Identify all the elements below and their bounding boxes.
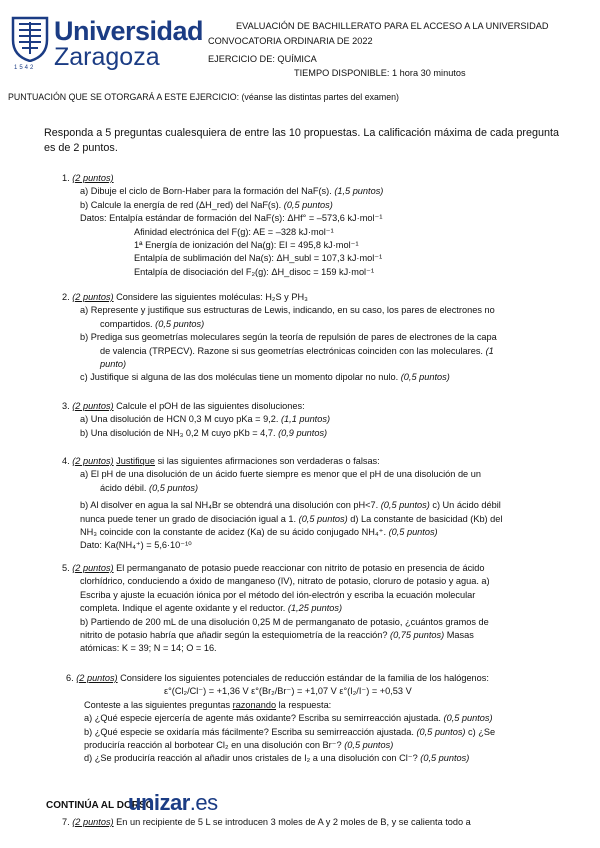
crest-icon xyxy=(10,14,50,62)
data-line: Afinidad electrónica del F(g): AE = –328 kJ·mol⁻¹ xyxy=(134,226,334,237)
data-line: Entalpía de disociación del F₂(g): ΔH_disoc = 159 kJ·mol⁻¹ xyxy=(134,266,375,277)
time-available: TIEMPO DISPONIBLE: 1 hora 30 minutos xyxy=(294,68,466,78)
part-b: b) Partiendo de 200 mL de una disolución 0,25 M de permanganato de potasio, ¿cuántos gramos de xyxy=(80,616,489,627)
part-d: d) La constante de basicidad (Kb) del xyxy=(350,513,503,524)
part-b: b) Una disolución de NH₃ 0,2 M cuyo pKb = 4,7. xyxy=(80,427,276,438)
question-4 xyxy=(62,455,562,553)
part-b-points: (1 xyxy=(485,345,494,356)
part-b: b) Prediga sus geometrías moleculares según la teoría de repulsión de pares de electrones de la capa xyxy=(80,332,497,343)
question-points: (2 puntos) xyxy=(72,173,114,183)
question-text: Escriba y ajuste la ecuación iónica por el método del ión-electrón y escriba la ecuación molecular xyxy=(80,589,476,600)
part-c-points: (0,5 puntos) xyxy=(344,740,394,751)
part-c-cont: produciría reacción al borbotear Cl₂ en una disolución con Br⁻? xyxy=(84,740,342,751)
question-1 xyxy=(62,172,562,279)
brand-tld: .es xyxy=(189,790,218,815)
part-a-points: (0,5 puntos) xyxy=(149,482,199,493)
subject: EJERCICIO DE: QUÍMICA xyxy=(208,54,317,64)
question-stem: si las siguientes afirmaciones son verdaderas o falsas: xyxy=(157,456,380,466)
part-a-points: (0,5 puntos) xyxy=(155,318,205,329)
part-c: c) Justifique si alguna de las dos moléculas tiene un momento dipolar no nulo. xyxy=(80,372,399,383)
part-a: a) Una disolución de HCN 0,3 M cuyo pKa = 9,2. xyxy=(80,414,279,425)
part-c: c) ¿Se xyxy=(468,726,496,737)
question-number: 2. xyxy=(62,292,70,302)
question-number: 7. xyxy=(62,817,70,827)
question-points: (2 puntos) xyxy=(76,673,118,683)
part-a-points: (1,1 puntos) xyxy=(280,414,330,425)
part-a-points: (1,25 puntos) xyxy=(287,603,343,614)
part-a: a) Dibuje el ciclo de Born-Haber para la formación del NaF(s). xyxy=(80,186,332,197)
part-a: a) Represente y justifique sus estructuras de Lewis, indicando, en su caso, los pares de electrones no xyxy=(80,305,495,316)
question-number: 5. xyxy=(62,563,70,573)
question-points: (2 puntos) xyxy=(72,817,114,827)
question-number: 6. xyxy=(66,673,74,683)
continue-note: CONTINÚA AL DORSO xyxy=(46,800,154,811)
question-text: completa. Indique el agente oxidante y el reductor. xyxy=(80,603,286,614)
question-text: En un recipiente de 5 L se introducen 3 moles de A y 2 moles de B, y se calienta todo a xyxy=(116,817,471,827)
part-b-points: (0,5 puntos) xyxy=(283,199,333,210)
data-line: Dato: Ka(NH₄⁺) = 5,6·10⁻¹⁰ xyxy=(80,540,192,551)
potentials: ε°(Cl₂/Cl⁻) = +1,36 V ε°(Br₂/Br⁻) = +1,07 V ε°(I₂/I⁻) = +0,53 V xyxy=(164,686,412,697)
data-line: 1ª Energía de ionización del Na(g): EI = 495,8 kJ·mol⁻¹ xyxy=(134,240,359,251)
instruction-end: la respuesta: xyxy=(278,699,332,710)
data-label: Masas xyxy=(446,630,474,641)
part-d-points: (0,5 puntos) xyxy=(420,753,470,764)
convocatoria: CONVOCATORIA ORDINARIA DE 2022 xyxy=(208,36,373,46)
part-a-points: (1,5 puntos) xyxy=(334,186,384,197)
part-b-points: (0,5 puntos) xyxy=(416,726,466,737)
question-text: El permanganato de potasio puede reaccionar con nitrito de potasio en presencia de ácido xyxy=(116,563,485,573)
question-2 xyxy=(62,291,562,385)
brand-main: unizar xyxy=(128,790,190,815)
question-stem: Considere las siguientes moléculas: H₂S y PH₃ xyxy=(116,292,308,302)
part-a: a) El pH de una disolución de un ácido fuerte siempre es menor que el pH de una disolución de un xyxy=(80,469,481,480)
part-d-cont: NH₃ coincide con la constante de acidez (Ka) de su ácido conjugado NH₄⁺. xyxy=(80,527,387,538)
question-stem: Considere los siguientes potenciales de reducción estándar de la familia de los halógenos: xyxy=(120,673,489,683)
part-b: b) Calcule la energía de red (ΔH_red) del NaF(s). xyxy=(80,199,282,210)
part-d: d) ¿Se produciría reacción al añadir unos cristales de I₂ a una disolución con Cl⁻? xyxy=(84,753,418,764)
part-c-points: (0,5 puntos) xyxy=(400,372,450,383)
part-b-points: (0,75 puntos) xyxy=(390,630,445,641)
question-points: (2 puntos) xyxy=(72,292,114,302)
unizar-logo xyxy=(128,790,218,816)
data-line: Entalpía de sublimación del Na(s): ΔH_subl = 107,3 kJ·mol⁻¹ xyxy=(134,253,383,264)
question-points: (2 puntos) xyxy=(72,401,114,411)
part-b-cont: nitrito de potasio habría que añadir según la estequiometría de la reacción? xyxy=(80,630,388,641)
data-line: atómicas: K = 39; N = 14; O = 16. xyxy=(80,643,217,654)
question-number: 4. xyxy=(62,456,70,466)
part-b: b) Al disolver en agua la sal NH₄Br se obtendrá una disolución con pH<7. xyxy=(80,500,379,511)
question-points: (2 puntos) xyxy=(72,456,114,466)
question-stem: Calcule el pOH de las siguientes disoluciones: xyxy=(116,401,305,411)
university-logo xyxy=(10,14,215,82)
part-c-cont: nunca puede tener un grado de disociación igual a 1. xyxy=(80,513,297,524)
justify-word: Justifique xyxy=(116,456,155,466)
part-c-points: (0,5 puntos) xyxy=(298,513,348,524)
part-d-points: (0,5 puntos) xyxy=(388,527,438,538)
exam-title: EVALUACIÓN DE BACHILLERATO PARA EL ACCESO A LA UNIVERSIDAD xyxy=(236,21,549,31)
part-a-points: (0,5 puntos) xyxy=(443,713,493,724)
question-5 xyxy=(62,562,562,656)
question-points: (2 puntos) xyxy=(72,563,114,573)
part-a-cont: compartidos. xyxy=(100,318,153,329)
instruction: Conteste a las siguientes preguntas xyxy=(84,699,231,710)
university-name: Universidad xyxy=(54,16,204,46)
question-number: 1. xyxy=(62,173,70,183)
part-b-points: (0,5 puntos) xyxy=(380,500,430,511)
part-a: a) ¿Qué especie ejercería de agente más oxidante? Escriba su semirreacción ajustada. xyxy=(84,713,441,724)
instructions: Responda a 5 preguntas cualesquiera de entre las 10 propuestas. La calificación máxima de cada pregunta es de 2 puntos. xyxy=(44,127,559,154)
question-number: 3. xyxy=(62,401,70,411)
reasoning-word: razonando xyxy=(232,699,277,710)
part-a-cont: ácido débil. xyxy=(100,482,147,493)
part-b-cont: de valencia (TRPECV). Razone si sus geometrías electrónicas coinciden con las moleculares. xyxy=(100,345,483,356)
scoring-note: PUNTUACIÓN QUE SE OTORGARÁ A ESTE EJERCICIO: (véanse las distintas partes del examen) xyxy=(8,92,399,102)
part-b-points-cont: punto) xyxy=(100,359,127,370)
question-3 xyxy=(62,400,562,440)
university-city: Zaragoza xyxy=(54,43,160,71)
question-text: clorhídrico, conduciendo a óxido de manganeso (IV), nitrato de potasio, cloruro de potasio y agua. a) xyxy=(80,576,490,587)
part-b: b) ¿Qué especie se oxidaría más fácilmente? Escriba su semirreacción ajustada. xyxy=(84,726,414,737)
question-7 xyxy=(62,816,471,829)
question-6 xyxy=(66,672,566,766)
founded-year: 1542 xyxy=(14,65,36,71)
data-line: Datos: Entalpía estándar de formación del NaF(s): ΔHf° = –573,6 kJ·mol⁻¹ xyxy=(80,213,383,224)
part-b-points: (0,9 puntos) xyxy=(278,427,328,438)
part-c: c) Un ácido débil xyxy=(432,500,501,511)
